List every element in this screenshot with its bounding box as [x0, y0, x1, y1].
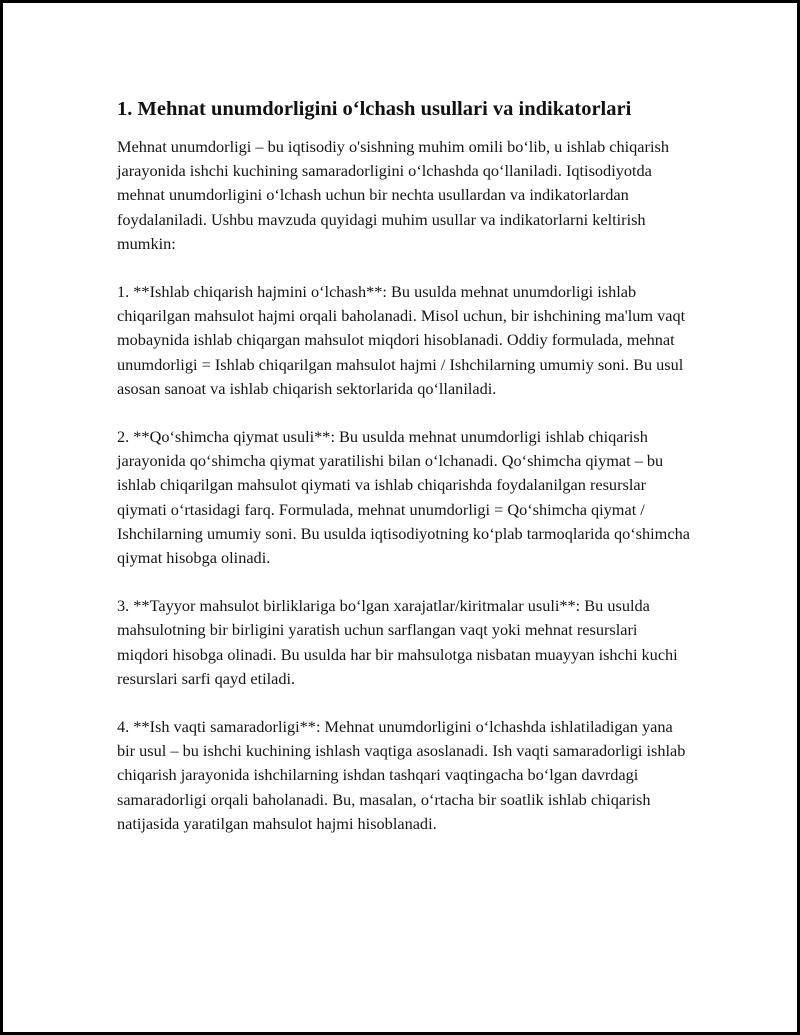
method-4-paragraph: 4. **Ish vaqti samaradorligi**: Mehnat unumdorligini o‘lchashda ishlatiladigan yana bir usul – bu ishchi kuchining ishlash vaqtiga asoslanadi. Ish vaqti samaradorligi ishlab chiqarish jarayonida ishchilarning ishdan tashqari vaqtingacha bo‘lgan davrdagi samaradorligi orqali baholanadi. Bu, masalan, o‘rtacha bir soatlik ishlab chiqarish natijasida yaratilgan mahsulot hajmi hisoblanadi.	[117, 717, 686, 833]
document-body	[117, 93, 692, 860]
method-2-paragraph: 2. **Qo‘shimcha qiymat usuli**: Bu usulda mehnat unumdorligi ishlab chiqarish jarayonida qo‘shimcha qiymat yaratilishi bilan o‘lchanadi. Qo‘shimcha qiymat – bu ishlab chiqarilgan mahsulot qiymati va ishlab chiqarishda foydalanilgan resurslar qiymati o‘rtasidagi farq. Formulada, mehnat unumdorligi = Qo‘shimcha qiymat / Ishchilarning umumiy soni. Bu usulda iqtisodiyotning ko‘plab tarmoqlarida qo‘shimcha qiymat hisobga olinadi.	[117, 427, 690, 568]
method-3-paragraph: 3. **Tayyor mahsulot birliklariga bo‘lgan xarajatlar/kiritmalar usuli**: Bu usulda mahsulotning bir birligini yaratish uchun sarflangan vaqt yoki mehnat resurslari miqdori hisobga olinadi. Bu usulda har bir mahsulotga nisbatan muayyan ishchi kuchi resurslari sarfi qayd etiladi.	[117, 596, 678, 688]
method-1-paragraph: 1. **Ishlab chiqarish hajmini o‘lchash**: Bu usulda mehnat unumdorligi ishlab chiqarilgan mahsulot hajmi orqali baholanadi. Misol uchun, bir ishchining ma'lum vaqt mobaynida ishlab chiqargan mahsulot miqdori hisoblanadi. Oddiy formulada, mehnat unumdorligi = Ishlab chiqarilgan mahsulot hajmi / Ishchilarning umumiy soni. Bu usul asosan sanoat va ishlab chiqarish sektorlarida qo‘llaniladi.	[117, 282, 686, 398]
intro-paragraph: Mehnat unumdorligi – bu iqtisodiy o'sishning muhim omili bo‘lib, u ishlab chiqarish jarayonida ishchi kuchining samaradorligini o‘lchashda qo‘llaniladi. Iqtisodiyotda mehnat unumdorligini o‘lchash uchun bir nechta usullardan va indikatorlardan foydalaniladi. Ushbu mavzuda quyidagi muhim usullar va indikatorlarni keltirish mumkin:	[117, 137, 669, 253]
document-title: 1. Mehnat unumdorligini o‘lchash usullari va indikatorlari	[117, 98, 632, 120]
